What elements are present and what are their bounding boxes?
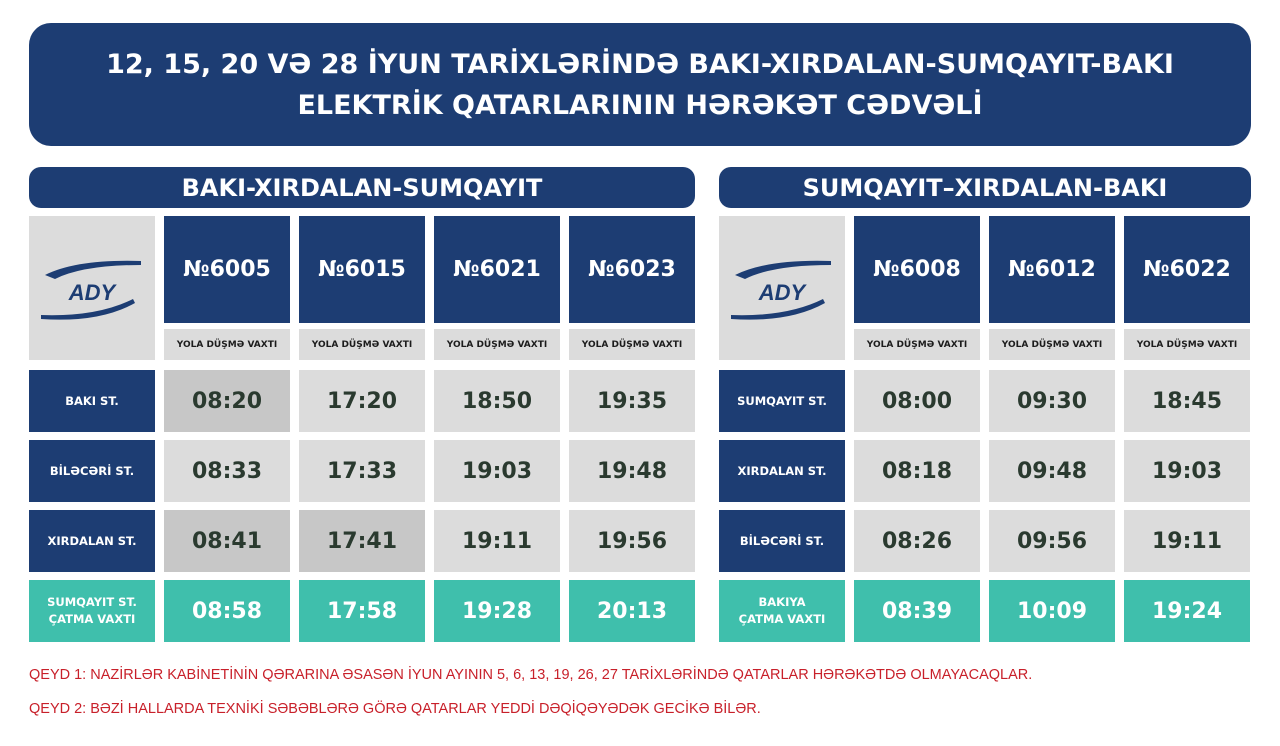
arrival-station-name: BAKIYA [758,595,806,609]
arrival-time: 19:24 [1124,580,1250,642]
departure-time: 08:41 [164,510,290,572]
title-line-2: ELEKTRİK QATARLARININ HƏRƏKƏT CƏDVƏLİ [297,89,983,121]
train-number: №6021 [434,216,560,323]
title-line-1: 12, 15, 20 VƏ 28 İYUN TARİXLƏRİNDƏ BAKI-XIRDALAN-SUMQAYIT-BAKI [106,48,1174,80]
departure-label: YOLA DÜŞMƏ VAXTI [569,329,695,360]
station-label: SUMQAYIT ST. [719,370,845,432]
ady-logo-right [719,216,845,360]
departure-time: 19:35 [569,370,695,432]
page-title [29,23,1251,146]
arrival-time: 08:58 [164,580,290,642]
arrival-time: 10:09 [989,580,1115,642]
arrival-station-label [29,580,155,642]
station-label: XIRDALAN ST. [719,440,845,502]
svg-text:ADY: ADY [758,280,806,305]
departure-time: 17:20 [299,370,425,432]
departure-time: 09:48 [989,440,1115,502]
departure-label: YOLA DÜŞMƏ VAXTI [1124,329,1250,360]
station-label: BİLƏCƏRİ ST. [719,510,845,572]
departure-label: YOLA DÜŞMƏ VAXTI [989,329,1115,360]
departure-time: 18:45 [1124,370,1250,432]
train-number: №6012 [989,216,1115,323]
note-2: QEYD 2: BƏZİ HALLARDA TEXNİKİ SƏBƏBLƏRƏ GÖRƏ QATARLAR YEDDİ DƏQİQƏYƏDƏK GECİKƏ BİLƏR. [29,701,761,717]
departure-time: 09:30 [989,370,1115,432]
arrival-station-name: SUMQAYIT ST. [47,595,137,609]
departure-label: YOLA DÜŞMƏ VAXTI [854,329,980,360]
note-1: QEYD 1: NAZİRLƏR KABİNETİNİN QƏRARINA ƏSASƏN İYUN AYININ 5, 6, 13, 19, 26, 27 TARİXLƏRİNDƏ QATARLAR HƏRƏKƏTDƏ OLMAYACAQLAR. [29,667,1033,683]
departure-time: 19:56 [569,510,695,572]
train-number: №6022 [1124,216,1250,323]
departure-time: 19:48 [569,440,695,502]
arrival-time-caption: ÇATMA VAXTI [738,612,826,626]
arrival-time: 08:39 [854,580,980,642]
departure-time: 17:33 [299,440,425,502]
departure-label: YOLA DÜŞMƏ VAXTI [299,329,425,360]
ady-logo-left [29,216,155,360]
departure-time: 09:56 [989,510,1115,572]
train-number: №6005 [164,216,290,323]
arrival-time-caption: ÇATMA VAXTI [48,612,136,626]
departure-time: 08:18 [854,440,980,502]
departure-time: 19:03 [434,440,560,502]
ady-logo-icon [727,253,837,323]
departure-label: YOLA DÜŞMƏ VAXTI [434,329,560,360]
departure-time: 17:41 [299,510,425,572]
departure-time: 19:03 [1124,440,1250,502]
departure-time: 19:11 [1124,510,1250,572]
arrival-station-label [719,580,845,642]
departure-time: 08:20 [164,370,290,432]
departure-label: YOLA DÜŞMƏ VAXTI [164,329,290,360]
departure-time: 08:00 [854,370,980,432]
station-label: XIRDALAN ST. [29,510,155,572]
station-label: BAKI ST. [29,370,155,432]
train-number: №6023 [569,216,695,323]
arrival-time: 17:58 [299,580,425,642]
svg-text:ADY: ADY [68,280,116,305]
left-section-title: BAKI-XIRDALAN-SUMQAYIT [29,167,695,208]
station-label: BİLƏCƏRİ ST. [29,440,155,502]
departure-time: 18:50 [434,370,560,432]
arrival-time: 19:28 [434,580,560,642]
departure-time: 19:11 [434,510,560,572]
departure-time: 08:33 [164,440,290,502]
right-section-title: SUMQAYIT–XIRDALAN-BAKI [719,167,1251,208]
train-number: №6015 [299,216,425,323]
arrival-time: 20:13 [569,580,695,642]
train-number: №6008 [854,216,980,323]
departure-time: 08:26 [854,510,980,572]
ady-logo-icon [37,253,147,323]
